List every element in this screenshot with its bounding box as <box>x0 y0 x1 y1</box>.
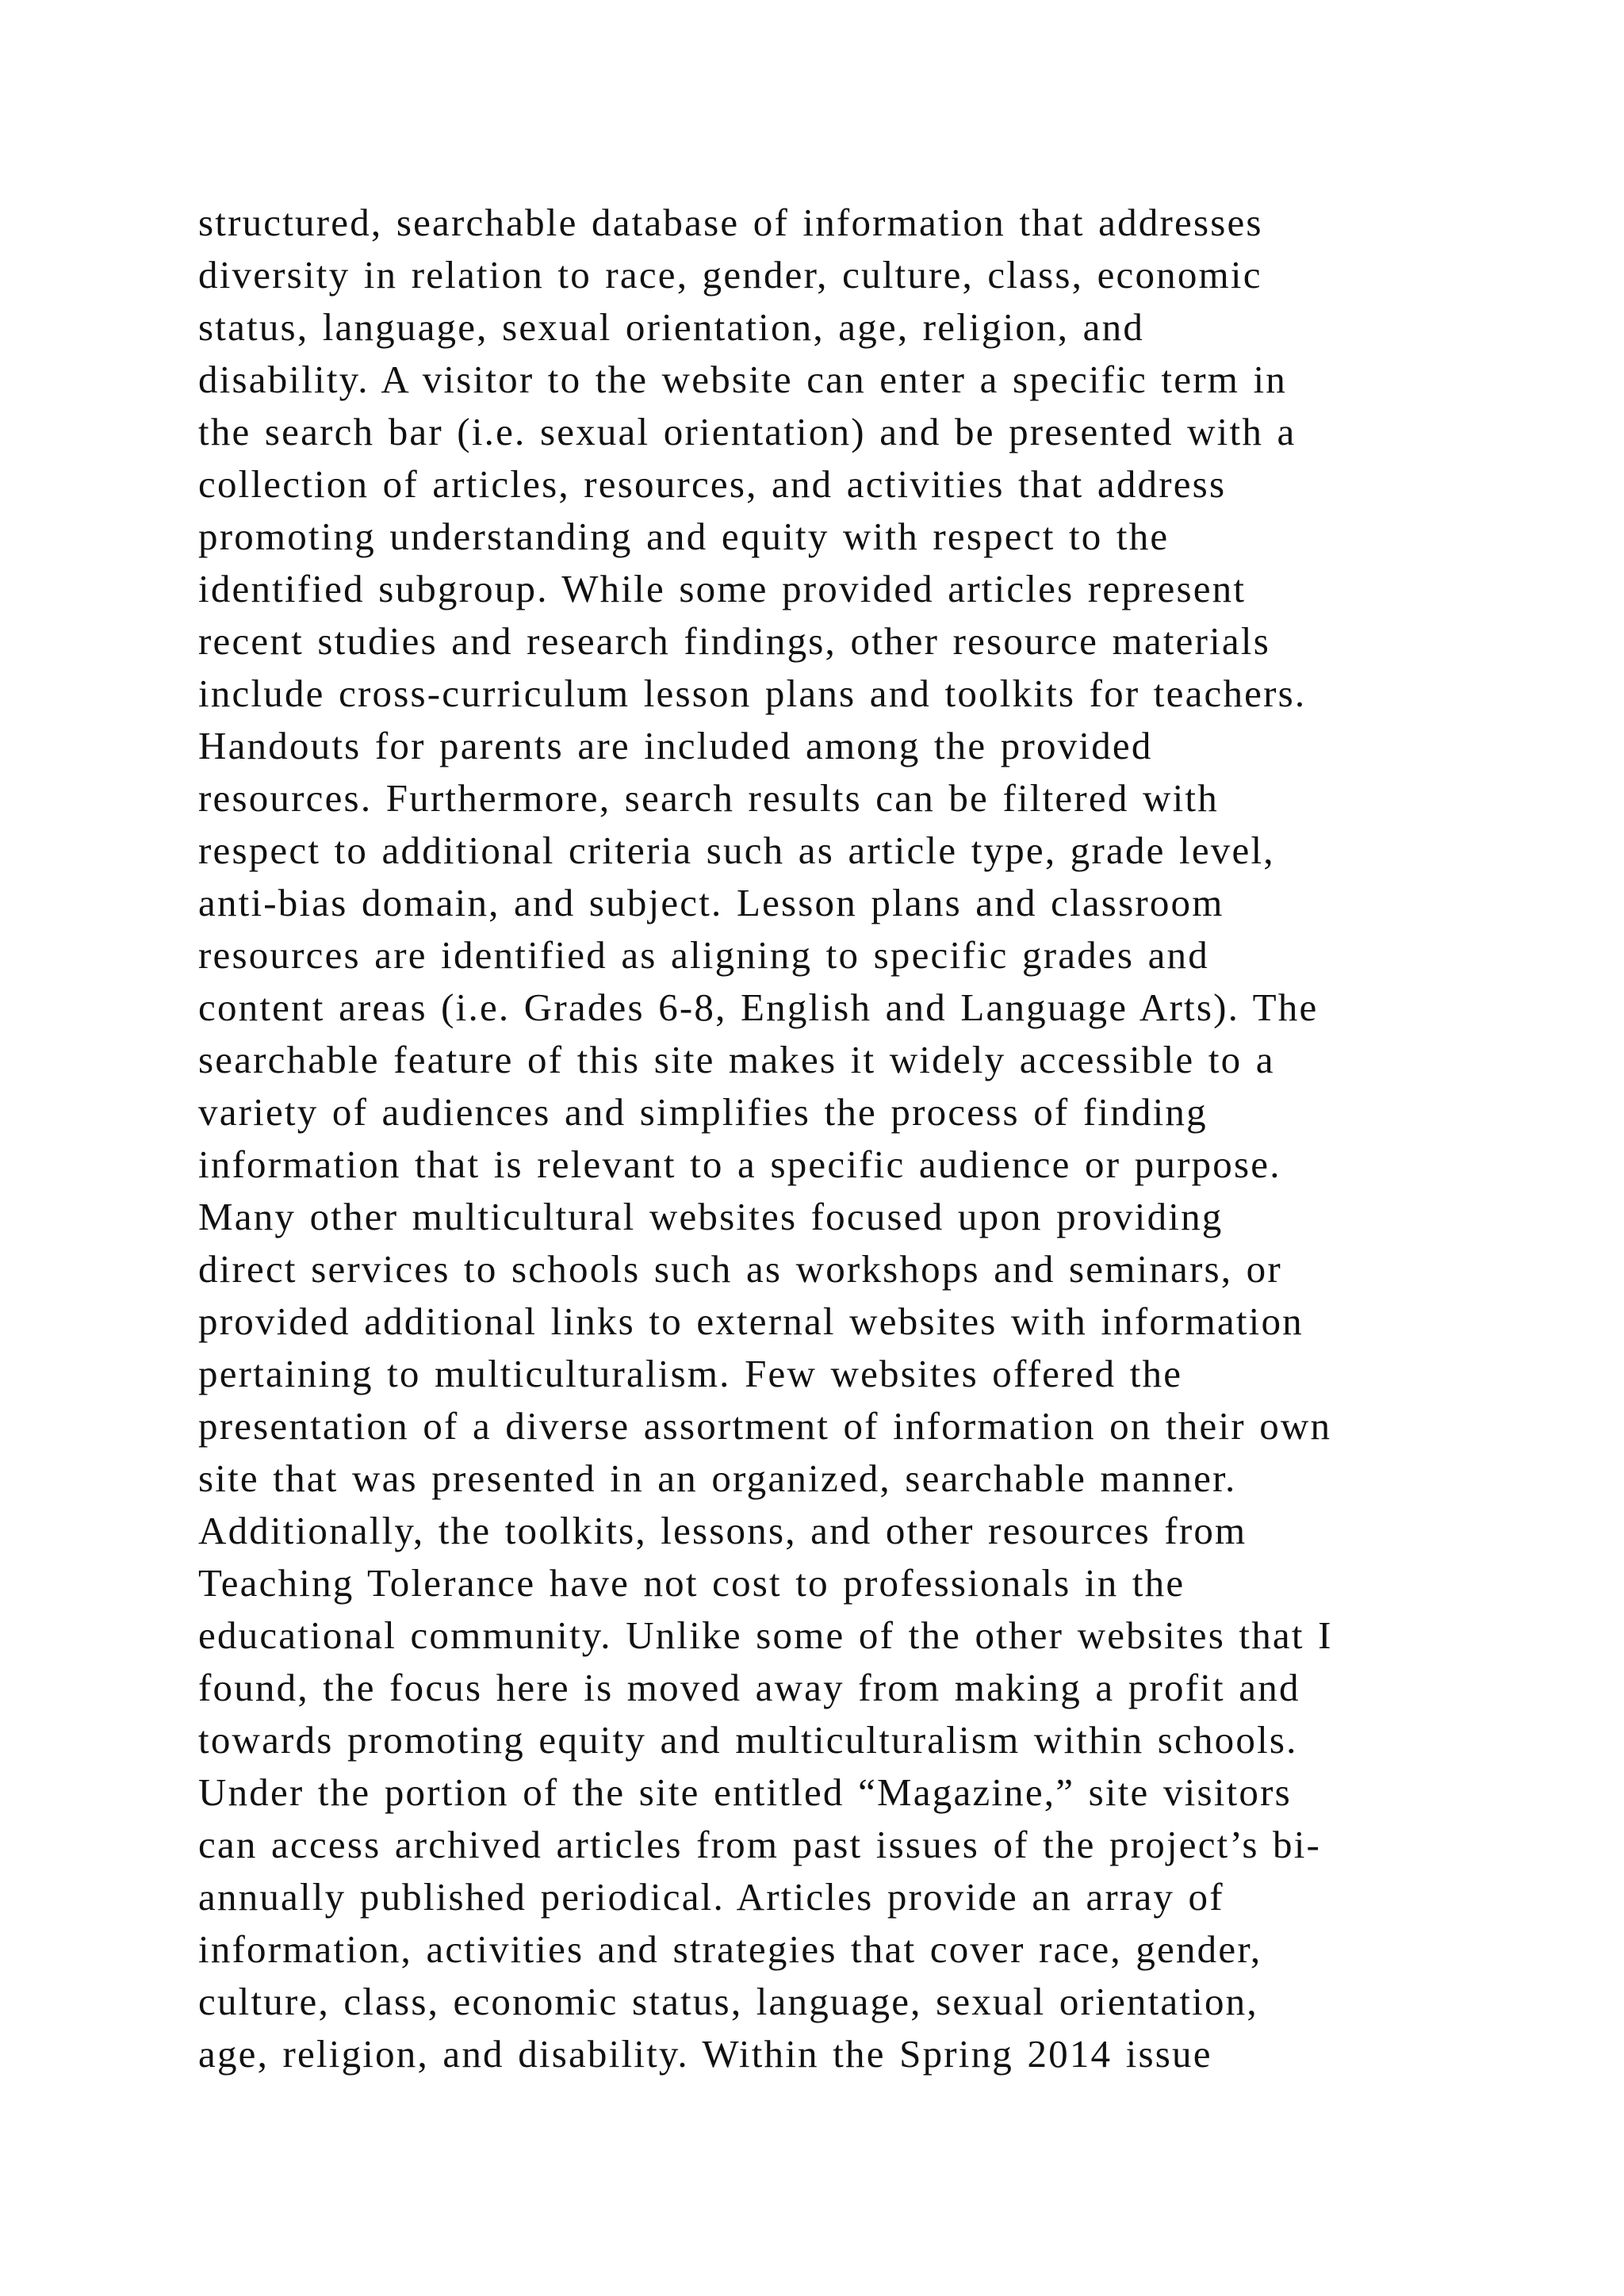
text-line: the search bar (i.e. sexual orientation) and be presented with a <box>198 410 1297 453</box>
text-line: resources are identified as aligning to specific grades and <box>198 933 1209 977</box>
text-line: diversity in relation to race, gender, culture, class, economic <box>198 253 1262 297</box>
text-line: information that is relevant to a specific audience or purpose. <box>198 1142 1281 1186</box>
text-line: searchable feature of this site makes it widely accessible to a <box>198 1038 1275 1081</box>
text-line: collection of articles, resources, and activities that address <box>198 462 1227 506</box>
text-line: include cross-curriculum lesson plans and toolkits for teachers. <box>198 672 1307 715</box>
text-line: Additionally, the toolkits, lessons, and other resources from <box>198 1509 1247 1552</box>
text-line: educational community. Unlike some of the other websites that I <box>198 1613 1333 1657</box>
text-line: presentation of a diverse assortment of information on their own <box>198 1404 1332 1448</box>
text-line: variety of audiences and simplifies the process of finding <box>198 1090 1208 1134</box>
text-line: Handouts for parents are included among the provided <box>198 724 1153 767</box>
text-line: can access archived articles from past issues of the project’s bi- <box>198 1823 1322 1866</box>
text-line: culture, class, economic status, language, sexual orientation, <box>198 1980 1258 2023</box>
text-line: pertaining to multiculturalism. Few websites offered the <box>198 1352 1183 1395</box>
text-line: towards promoting equity and multiculturalism within schools. <box>198 1718 1298 1762</box>
text-line: found, the focus here is moved away from making a profit and <box>198 1666 1300 1709</box>
text-line: identified subgroup. While some provided articles represent <box>198 567 1247 610</box>
text-line: annually published periodical. Articles provide an array of <box>198 1875 1224 1919</box>
text-line: information, activities and strategies that cover race, gender, <box>198 1927 1262 1971</box>
text-line: provided additional links to external websites with information <box>198 1299 1304 1343</box>
text-line: age, religion, and disability. Within the Spring 2014 issue <box>198 2032 1212 2076</box>
body-text <box>198 197 1467 2080</box>
text-line: recent studies and research findings, other resource materials <box>198 619 1270 663</box>
text-line: respect to additional criteria such as article type, grade level, <box>198 828 1275 872</box>
text-line: resources. Furthermore, search results can be filtered with <box>198 776 1219 820</box>
text-line: disability. A visitor to the website can enter a specific term in <box>198 358 1288 401</box>
text-line: structured, searchable database of information that addresses <box>198 201 1263 244</box>
text-line: content areas (i.e. Grades 6-8, English and Language Arts). The <box>198 985 1319 1029</box>
text-line: direct services to schools such as workshops and seminars, or <box>198 1247 1282 1291</box>
text-line: Under the portion of the site entitled “Magazine,” site visitors <box>198 1770 1292 1814</box>
text-line: status, language, sexual orientation, age, religion, and <box>198 305 1145 349</box>
text-line: site that was presented in an organized, searchable manner. <box>198 1456 1237 1500</box>
text-line: anti-bias domain, and subject. Lesson plans and classroom <box>198 881 1224 924</box>
text-line: Many other multicultural websites focused upon providing <box>198 1195 1224 1238</box>
text-line: Teaching Tolerance have not cost to professionals in the <box>198 1561 1185 1605</box>
text-line: promoting understanding and equity with respect to the <box>198 515 1170 558</box>
